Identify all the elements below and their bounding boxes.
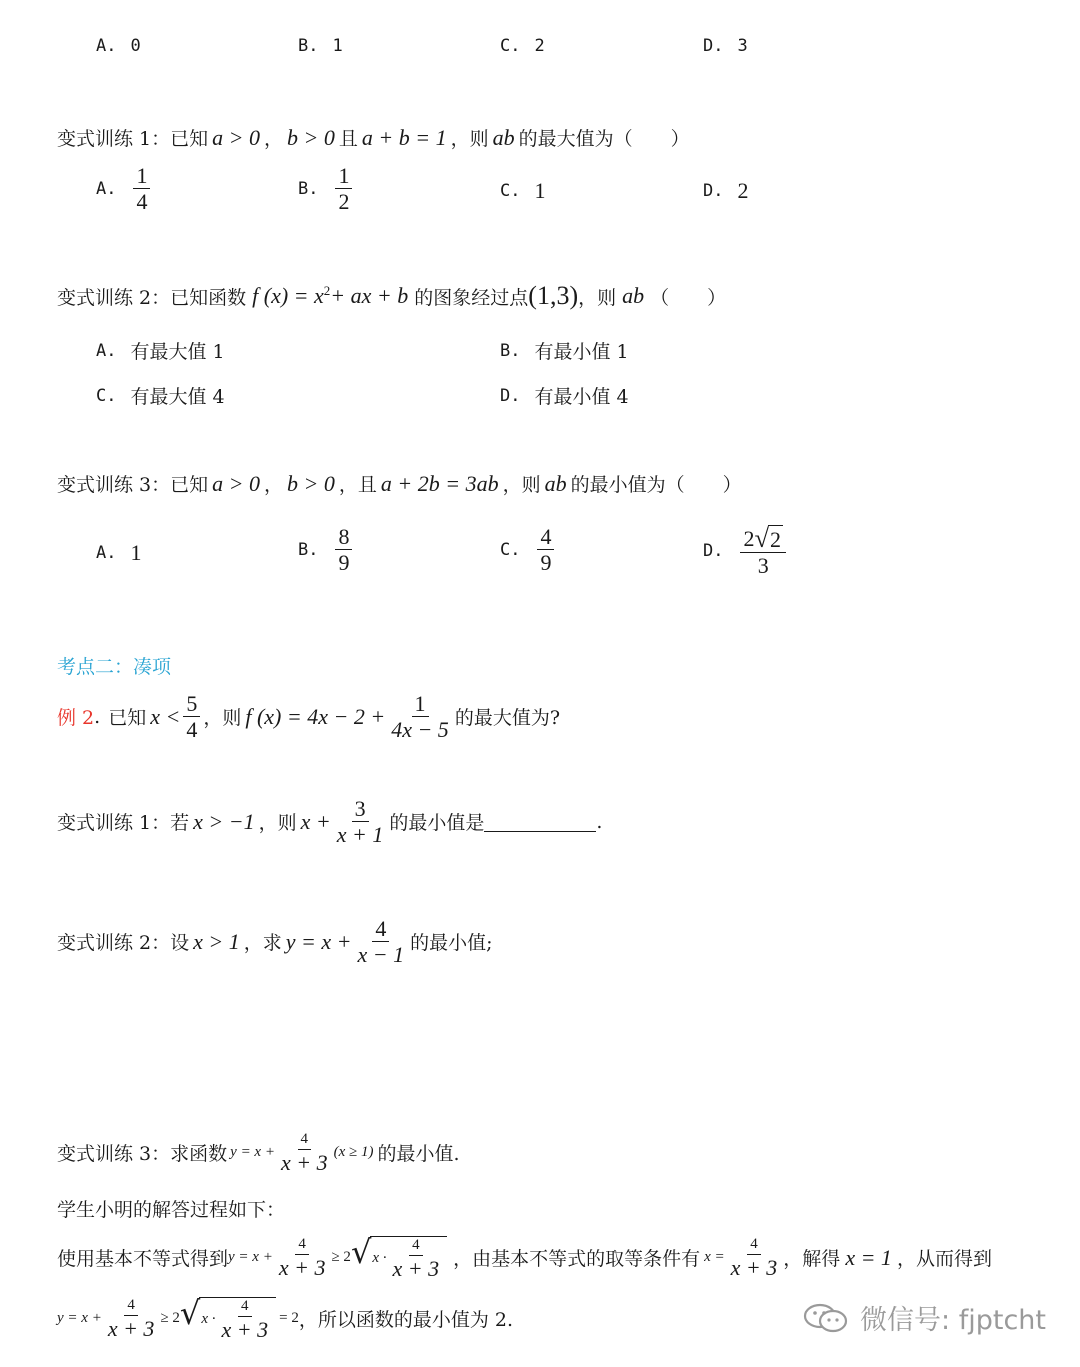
variant-2-question: 变式训练 2： 已知函数 f (x) = x $^2$ + ax + b 的图象经过点 (1,3) ，则 ab （ ） (57, 281, 727, 310)
variant-3-option-d: D. 2 √ 2 3 (703, 525, 789, 578)
variant-3-question: 变式训练 3： 已知 a > 0 ， b > 0 ，且 a + 2b = 3ab ，则 ab 的最小值为（ ） (57, 470, 742, 496)
q0-option-b: B. 1 (298, 36, 343, 56)
section-title: 考点二：凑项 (57, 656, 172, 678)
q0-option-d: D. 3 (703, 36, 748, 56)
example-2-question: 例 2 . 已知 x < $\frac{5}{4}$ ，则 f (x) = 4x − 2 + $\frac{1}{4x - 5}$ 的最大值为? (57, 691, 560, 743)
variant-3-option-a: A. 1 (96, 540, 142, 565)
variant-3-option-c: C. $\frac{4}{9}$ (500, 525, 557, 574)
practice-3-question: 变式训练 3： 求函数 y = x + $\frac{4}{x + 3}$ (x ≥ 1) 的最小值. (57, 1131, 460, 1175)
variant-1-question: 变式训练 1： 已知 a > 0 ， b > 0 且 a + b = 1 ，则 ab 的最大值为（ ） (57, 124, 690, 150)
variant-2-option-c: C. 有最大值 4 (96, 385, 225, 408)
solution-line-2: 使用基本不等式得到 y = x + $\frac{4}{x + 3}$ ≥ 2 √ x · $\frac{4}{x + 3}$ ，由基本不等式的取等条件有 x = $\frac{4}{x + 3}$ ，解得 x = 1 ，从而得到 (57, 1233, 992, 1281)
variant-2-option-d: D. 有最小值 4 (500, 385, 629, 408)
variant-2-option-b: B. 有最小值 1 (500, 340, 629, 363)
practice-2-question: 变式训练 2： 设 x > 1 ，求 y = x + $\frac{4}{x - 1}$ 的最小值; (57, 916, 493, 968)
solution-line-3: y = x + $\frac{4}{x + 3}$ ≥ 2 √ x · $\frac{4}{x + 3}$ = 2 ，所以函数的最小值为 2. (57, 1294, 513, 1342)
watermark-text: 微信号: fjptcht (860, 1305, 1046, 1336)
practice-1-question: 变式训练 1： 若 x > −1 ，则 x + $\frac{3}{x + 1}$ 的最小值是 . (57, 796, 603, 848)
variant-2-option-a: A. 有最大值 1 (96, 340, 225, 363)
q0-option-c: C. 2 (500, 36, 545, 56)
watermark (802, 1298, 1046, 1337)
variant-3-option-b: B. $\frac{8}{9}$ (298, 525, 355, 574)
q0-option-a: A. 0 (96, 36, 141, 56)
question-label: 变式训练 1： (57, 128, 171, 150)
variant-1-option-b: B. $\frac{1}{2}$ (298, 164, 355, 213)
solution-intro: 学生小明的解答过程如下： (57, 1199, 286, 1221)
wechat-icon (802, 1302, 850, 1334)
answer-blank[interactable] (484, 811, 596, 832)
variant-1-option-c: C. 1 (500, 178, 546, 203)
variant-1-option-d: D. 2 (703, 178, 749, 203)
variant-1-option-a: A. $\frac{1}{4}$ (96, 164, 153, 213)
